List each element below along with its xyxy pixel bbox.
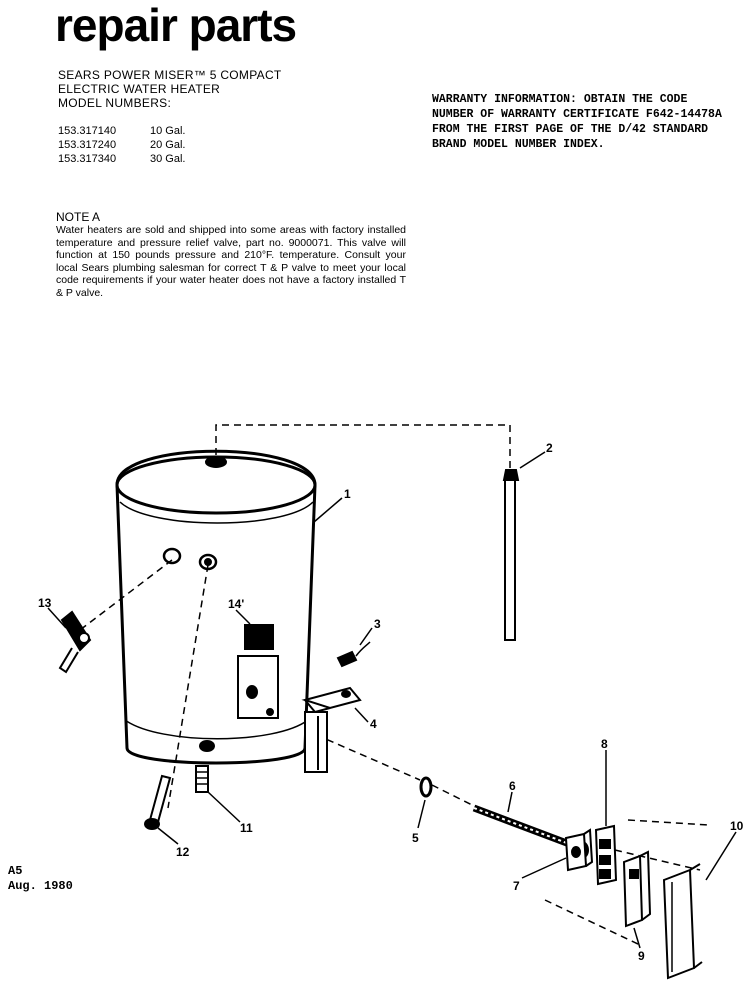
note-title: NOTE A — [56, 210, 101, 224]
gasket-part-5 — [421, 778, 431, 796]
callout-9: 9 — [638, 949, 645, 963]
page-title: repair parts — [55, 0, 297, 51]
callout-1: 1 — [344, 487, 351, 501]
callout-7: 7 — [513, 879, 520, 893]
relief-valve-part-13 — [60, 612, 90, 672]
product-line-2: ELECTRIC WATER HEATER — [58, 82, 221, 96]
bracket-part-4 — [305, 688, 360, 772]
warranty-information: WARRANTY INFORMATION: OBTAIN THE CODE NUMBER OF WARRANTY CERTIFICATE F642-14478A FROM THE FIRST PAGE OF THE D/42 STANDARD BRAND MODEL NUMBER INDEX. — [432, 93, 722, 151]
screw-part-3 — [338, 642, 370, 666]
callout-11: 11 — [240, 821, 253, 835]
product-line-1: SEARS POWER MISER™ 5 COMPACT — [58, 68, 282, 82]
note-body: Water heaters are sold and shipped into some areas with factory installed temperature and pressure relief valve, part no. 9000071. This valve will function at 150 pounds pressure and 210°F. temperature. Consult your local Sears plumbing salesman for correct T & P valve to meet your local code requirements if your water heater does not have a factory installed T & P valve. — [56, 224, 406, 299]
model-number: 153.317340 — [58, 153, 117, 165]
callout-3: 3 — [374, 617, 381, 631]
footer-code: A5 — [8, 864, 23, 878]
water-heater-tank — [117, 451, 315, 763]
callout-10: 10 — [730, 819, 744, 833]
thermostat-part-8 — [596, 826, 616, 884]
callout-12: 12 — [176, 845, 190, 859]
model-size: 20 Gal. — [150, 139, 186, 151]
model-size: 30 Gal. — [150, 153, 186, 165]
drain-valve-part-12 — [145, 776, 170, 829]
model-number: 153.317140 — [58, 125, 117, 137]
thermostat-bracket-part-9 — [624, 852, 650, 926]
callout-6: 6 — [509, 779, 516, 793]
callout-13: 13 — [38, 596, 52, 610]
callout-5: 5 — [412, 831, 419, 845]
access-cover-part-10 — [664, 864, 702, 978]
model-numbers-label: MODEL NUMBERS: — [58, 96, 172, 110]
nipple-part-11 — [196, 766, 208, 792]
model-size: 10 Gal. — [150, 125, 186, 137]
callout-4: 4 — [370, 717, 377, 731]
callout-8: 8 — [601, 737, 608, 751]
model-number: 153.317240 — [58, 139, 117, 151]
anode-rod-part-2 — [504, 470, 518, 640]
callout-14: 14' — [228, 597, 245, 611]
footer-date: Aug. 1980 — [8, 879, 73, 893]
callout-2: 2 — [546, 441, 553, 455]
